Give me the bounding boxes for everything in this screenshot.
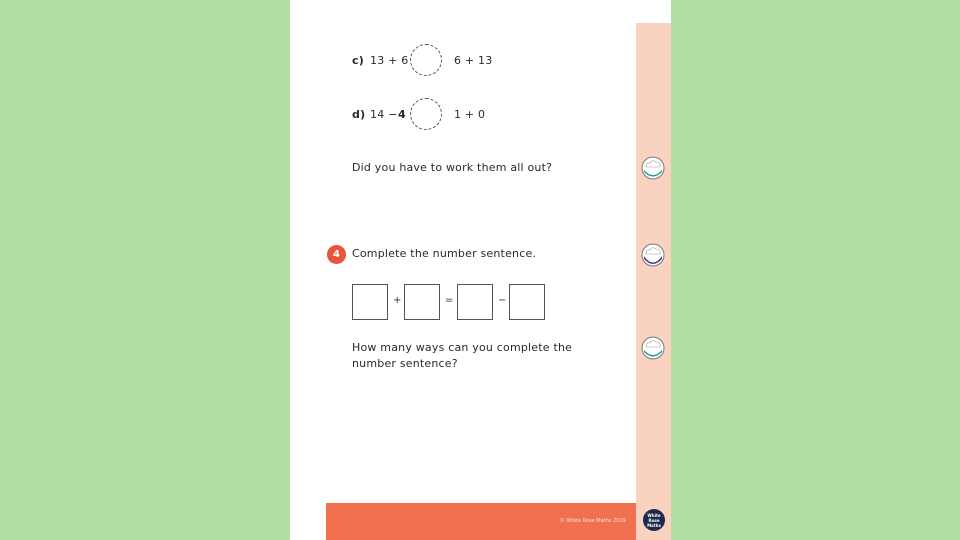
worksheet-page [290,0,671,540]
question-d-right-expression: 1 + 0 [454,108,486,121]
answer-box-3[interactable] [457,284,493,320]
answer-box-2[interactable] [404,284,440,320]
question-c-label: c) [352,54,364,67]
plus-sign: + [393,295,402,306]
question-c-comparison-circle[interactable] [410,44,442,76]
followup-line-1: How many ways can you complete the [352,341,573,354]
question-d-label: d) [352,108,366,121]
purple-cloud-icon [641,243,665,267]
minus-sign: − [498,295,507,306]
answer-box-4[interactable] [509,284,545,320]
question-4-number-badge: 4 [327,245,346,264]
question-d-left-bold-number: 4 [398,108,406,121]
question-4-title: Complete the number sentence. [352,247,537,260]
teal-cloud-icon [641,156,665,180]
teal-cloud-icon [641,336,665,360]
question-c-left-expression: 13 + 6 [370,54,409,67]
workout-prompt: Did you have to work them all out? [352,161,553,174]
answer-box-1[interactable] [352,284,388,320]
question-d-comparison-circle[interactable] [410,98,442,130]
followup-line-2: number sentence? [352,357,458,370]
question-d-left-expression: 14 − [370,108,398,121]
equals-sign: = [445,295,454,306]
question-c-right-expression: 6 + 13 [454,54,493,67]
white-rose-maths-logo: White Rose Maths [643,509,665,531]
footer-copyright: © White Rose Maths 2019 [560,518,626,524]
